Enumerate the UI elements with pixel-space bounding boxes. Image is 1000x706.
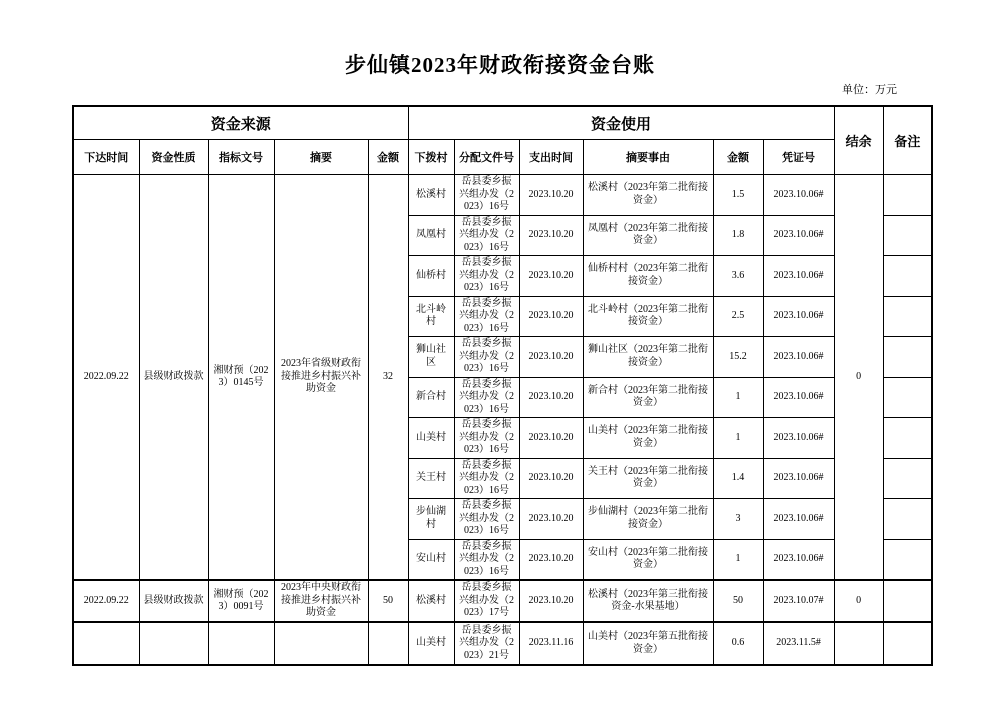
amount-cell: 1.5 — [713, 175, 763, 216]
alloc-doc-cell: 岳县委乡振兴组办发（2023）16号 — [454, 499, 519, 540]
reason-cell: 狮山社区（2023年第二批衔接资金） — [583, 337, 713, 378]
source-fund-nature: 县级财政拨款 — [139, 175, 208, 581]
source-amount: 32 — [368, 175, 408, 581]
header-fund-usage: 资金使用 — [408, 106, 834, 140]
reason-cell: 松溪村（2023年第二批衔接资金） — [583, 175, 713, 216]
spend-date-cell: 2023.11.16 — [519, 622, 583, 665]
remark-cell — [883, 175, 932, 216]
source-amount — [368, 622, 408, 665]
voucher-cell: 2023.10.06# — [763, 418, 834, 459]
remark-cell — [883, 539, 932, 580]
amount-cell: 2.5 — [713, 296, 763, 337]
reason-cell: 凤凰村（2023年第二批衔接资金） — [583, 215, 713, 256]
reason-cell: 北斗岭村（2023年第二批衔接资金） — [583, 296, 713, 337]
source-issue-date: 2022.09.22 — [73, 580, 139, 622]
amount-cell: 1 — [713, 418, 763, 459]
col-header-issue-date: 下达时间 — [73, 140, 139, 175]
reason-cell: 山美村（2023年第五批衔接资金） — [583, 622, 713, 665]
spend-date-cell: 2023.10.20 — [519, 337, 583, 378]
voucher-cell: 2023.10.06# — [763, 296, 834, 337]
col-header-reason: 摘要事由 — [583, 140, 713, 175]
amount-cell: 3.6 — [713, 256, 763, 297]
table-row — [73, 175, 932, 216]
voucher-cell: 2023.10.06# — [763, 215, 834, 256]
alloc-doc-cell: 岳县委乡振兴组办发（2023）16号 — [454, 337, 519, 378]
amount-cell: 1.8 — [713, 215, 763, 256]
col-header-usage-amount: 金额 — [713, 140, 763, 175]
source-summary: 2023年中央财政衔接推进乡村振兴补助资金 — [274, 580, 368, 622]
amount-cell: 0.6 — [713, 622, 763, 665]
remark-cell — [883, 622, 932, 665]
col-header-fund-nature: 资金性质 — [139, 140, 208, 175]
alloc-doc-cell: 岳县委乡振兴组办发（2023）16号 — [454, 539, 519, 580]
voucher-cell: 2023.11.5# — [763, 622, 834, 665]
reason-cell: 关王村（2023年第二批衔接资金） — [583, 458, 713, 499]
remark-cell — [883, 215, 932, 256]
spend-date-cell: 2023.10.20 — [519, 377, 583, 418]
header-fund-source: 资金来源 — [73, 106, 408, 140]
village-cell: 仙桥村 — [408, 256, 454, 297]
remark-cell — [883, 256, 932, 297]
amount-cell: 50 — [713, 580, 763, 622]
village-cell: 关王村 — [408, 458, 454, 499]
amount-cell: 1 — [713, 377, 763, 418]
spend-date-cell: 2023.10.20 — [519, 499, 583, 540]
voucher-cell: 2023.10.06# — [763, 256, 834, 297]
remark-cell — [883, 296, 932, 337]
reason-cell: 新合村（2023年第二批衔接资金） — [583, 377, 713, 418]
balance-cell: 0 — [834, 580, 883, 622]
alloc-doc-cell: 岳县委乡振兴组办发（2023）16号 — [454, 215, 519, 256]
reason-cell: 山美村（2023年第二批衔接资金） — [583, 418, 713, 459]
spend-date-cell: 2023.10.20 — [519, 539, 583, 580]
source-issue-date: 2022.09.22 — [73, 175, 139, 581]
source-index-doc-no: 湘财预（2023）0091号 — [208, 580, 274, 622]
reason-cell: 安山村（2023年第二批衔接资金） — [583, 539, 713, 580]
col-header-alloc-doc-no: 分配文件号 — [454, 140, 519, 175]
col-header-summary: 摘要 — [274, 140, 368, 175]
alloc-doc-cell: 岳县委乡振兴组办发（2023）16号 — [454, 256, 519, 297]
spend-date-cell: 2023.10.20 — [519, 418, 583, 459]
village-cell: 狮山社区 — [408, 337, 454, 378]
source-index-doc-no: 湘财预（2023）0145号 — [208, 175, 274, 581]
spend-date-cell: 2023.10.20 — [519, 175, 583, 216]
remark-cell — [883, 337, 932, 378]
voucher-cell: 2023.10.06# — [763, 458, 834, 499]
voucher-cell: 2023.10.06# — [763, 175, 834, 216]
reason-cell: 仙桥村村（2023年第二批衔接资金） — [583, 256, 713, 297]
col-header-village: 下拨村 — [408, 140, 454, 175]
col-header-voucher-no: 凭证号 — [763, 140, 834, 175]
village-cell: 步仙湖村 — [408, 499, 454, 540]
header-remark: 备注 — [883, 106, 932, 175]
alloc-doc-cell: 岳县委乡振兴组办发（2023）16号 — [454, 296, 519, 337]
voucher-cell: 2023.10.06# — [763, 337, 834, 378]
alloc-doc-cell: 岳县委乡振兴组办发（2023）16号 — [454, 458, 519, 499]
spend-date-cell: 2023.10.20 — [519, 580, 583, 622]
source-fund-nature — [139, 622, 208, 665]
alloc-doc-cell: 岳县委乡振兴组办发（2023）21号 — [454, 622, 519, 665]
village-cell: 山美村 — [408, 418, 454, 459]
amount-cell: 1.4 — [713, 458, 763, 499]
source-index-doc-no — [208, 622, 274, 665]
unit-label: 单位：万元 — [842, 84, 897, 96]
remark-cell — [883, 458, 932, 499]
source-summary — [274, 622, 368, 665]
balance-cell — [834, 622, 883, 665]
table-row — [73, 622, 932, 665]
alloc-doc-cell: 岳县委乡振兴组办发（2023）17号 — [454, 580, 519, 622]
remark-cell — [883, 580, 932, 622]
village-cell: 松溪村 — [408, 175, 454, 216]
source-amount: 50 — [368, 580, 408, 622]
source-summary: 2023年省级财政衔接推进乡村振兴补助资金 — [274, 175, 368, 581]
table-row — [73, 580, 932, 622]
amount-cell: 1 — [713, 539, 763, 580]
voucher-cell: 2023.10.06# — [763, 539, 834, 580]
village-cell: 松溪村 — [408, 580, 454, 622]
voucher-cell: 2023.10.06# — [763, 499, 834, 540]
amount-cell: 3 — [713, 499, 763, 540]
remark-cell — [883, 499, 932, 540]
reason-cell: 松溪村（2023年第三批衔接资金-水果基地） — [583, 580, 713, 622]
village-cell: 凤凰村 — [408, 215, 454, 256]
remark-cell — [883, 377, 932, 418]
header-balance: 结余 — [834, 106, 883, 175]
village-cell: 北斗岭村 — [408, 296, 454, 337]
col-header-source-amount: 金额 — [368, 140, 408, 175]
voucher-cell: 2023.10.06# — [763, 377, 834, 418]
village-cell: 新合村 — [408, 377, 454, 418]
reason-cell: 步仙湖村（2023年第二批衔接资金） — [583, 499, 713, 540]
spend-date-cell: 2023.10.20 — [519, 256, 583, 297]
spend-date-cell: 2023.10.20 — [519, 458, 583, 499]
amount-cell: 15.2 — [713, 337, 763, 378]
balance-cell: 0 — [834, 175, 883, 581]
spend-date-cell: 2023.10.20 — [519, 215, 583, 256]
source-issue-date — [73, 622, 139, 665]
alloc-doc-cell: 岳县委乡振兴组办发（2023）16号 — [454, 377, 519, 418]
page-title: 步仙镇2023年财政衔接资金台账 — [345, 53, 655, 77]
col-header-spend-date: 支出时间 — [519, 140, 583, 175]
village-cell: 山美村 — [408, 622, 454, 665]
village-cell: 安山村 — [408, 539, 454, 580]
source-fund-nature: 县级财政拨款 — [139, 580, 208, 622]
alloc-doc-cell: 岳县委乡振兴组办发（2023）16号 — [454, 418, 519, 459]
spend-date-cell: 2023.10.20 — [519, 296, 583, 337]
alloc-doc-cell: 岳县委乡振兴组办发（2023）16号 — [454, 175, 519, 216]
remark-cell — [883, 418, 932, 459]
ledger-table — [72, 105, 933, 666]
voucher-cell: 2023.10.07# — [763, 580, 834, 622]
col-header-index-doc-no: 指标文号 — [208, 140, 274, 175]
